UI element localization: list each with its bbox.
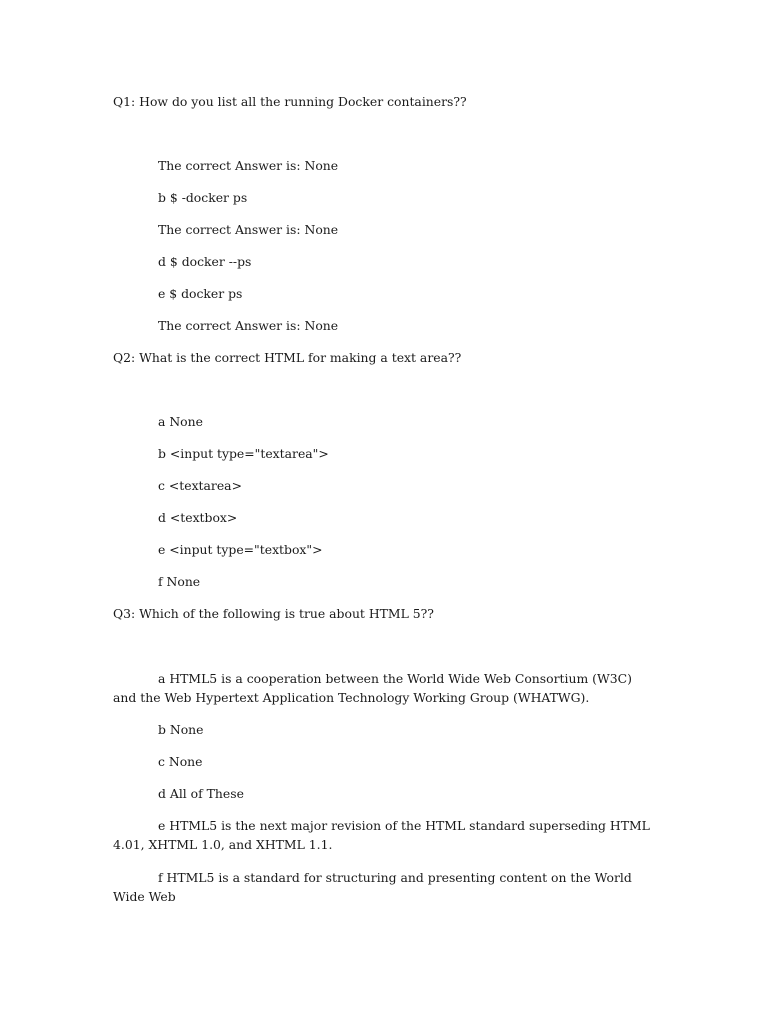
question-1-option-4: d $ docker --ps: [158, 254, 252, 269]
question-1-option-6: The correct Answer is: None: [158, 318, 339, 333]
question-3-option-2: b None: [158, 722, 204, 737]
question-1-option-3: The correct Answer is: None: [158, 222, 339, 237]
question-3-title: Q3: Which of the following is true about HTML 5??: [113, 606, 434, 621]
question-3-option-4: d All of These: [158, 786, 244, 801]
question-3-option-1: a HTML5 is a cooperation between the World Wide Web Consortium (W3C) and the Web Hypertext Application Technology Working Group (WHATWG).: [113, 671, 632, 705]
question-2-option-4: d <textbox>: [158, 510, 238, 525]
question-1-option-1: The correct Answer is: None: [158, 158, 339, 173]
question-1-option-2: b $ -docker ps: [158, 190, 248, 205]
question-3-option-5: e HTML5 is the next major revision of the HTML standard superseding HTML 4.01, XHTML 1.0, and XHTML 1.1.: [113, 818, 650, 852]
question-2-option-6: f None: [158, 574, 201, 589]
question-2-title: Q2: What is the correct HTML for making a text area??: [113, 350, 462, 365]
question-3-option-3: c None: [158, 754, 203, 769]
question-2-option-5: e <input type="textbox">: [158, 542, 323, 557]
question-2-option-1: a None: [158, 414, 203, 429]
question-2-option-3: c <textarea>: [158, 478, 242, 493]
question-1-title: Q1: How do you list all the running Docker containers??: [113, 94, 467, 109]
question-2-option-2: b <input type="textarea">: [158, 446, 329, 461]
question-1-option-5: e $ docker ps: [158, 286, 243, 301]
question-3-option-6: f HTML5 is a standard for structuring and presenting content on the World Wide Web: [113, 870, 632, 904]
